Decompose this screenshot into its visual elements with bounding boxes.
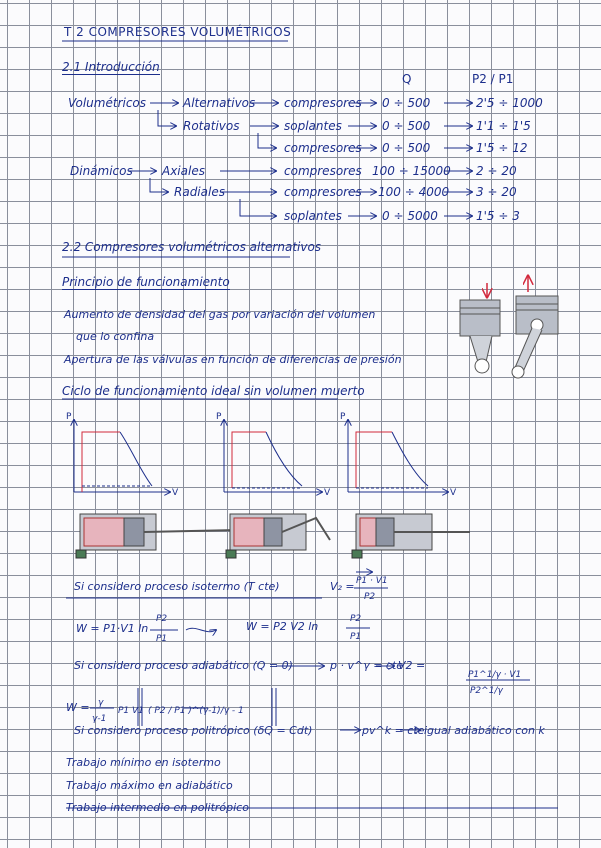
pv-diagram-2 (224, 420, 322, 492)
row-3-type: compresores (284, 141, 362, 155)
row-2-type: soplantes (284, 119, 342, 133)
piston-illustration-left (460, 283, 500, 373)
section-alternative-compressors: 2.2 Compresores volumétricos alternativos (62, 240, 322, 254)
label-radiales: Radiales (174, 185, 225, 199)
row-1-type: compresores (284, 96, 362, 110)
isothermal-work-2: W = P2 V2 ln (246, 620, 319, 633)
isothermal-v2-den: P2 (364, 592, 376, 602)
isothermal-v2-label: V₂ = (330, 580, 355, 593)
row-4-ratio: 2 ÷ 20 (476, 164, 517, 178)
pv2-p-label: P (216, 412, 222, 422)
cylinder-mechanism-2 (226, 514, 330, 558)
pv3-v-label: V (450, 488, 457, 498)
row-6-q: 0 ÷ 5000 (382, 209, 438, 223)
isothermal-v2-num: P1 · V1 (356, 576, 388, 586)
work-isothermal: Trabajo mínimo en isotermo (66, 756, 221, 769)
cylinder-mechanism-3 (352, 514, 470, 558)
adiabatic-work-gamma: γ (98, 698, 104, 708)
header-pressure-ratio: P2 / P1 (472, 72, 514, 86)
isothermal-text: Si considero proceso isotermo (T cte) (74, 580, 280, 593)
pv1-p-label: P (66, 412, 72, 422)
adiabatic-work-bracket: ( P2 / P1 )^(γ-1)/γ - 1 (148, 706, 244, 716)
isothermal-work-2-den: P1 (350, 632, 362, 642)
adiabatic-eq: p · v^γ = cte (330, 659, 404, 672)
row-5-ratio: 3 ÷ 20 (476, 185, 517, 199)
adiabatic-text: Si considero proceso adiabático (Q = 0) (74, 659, 293, 672)
pv2-v-label: V (324, 488, 331, 498)
isothermal-work-2-num: P2 (350, 614, 362, 624)
pv-diagram-3 (348, 420, 448, 492)
pv3-p-label: P (340, 412, 346, 422)
work-adiabatic: Trabajo máximo en adiabático (66, 779, 233, 792)
row-6-type: soplantes (284, 209, 342, 223)
row-5-type: compresores (284, 185, 362, 199)
row-2-ratio: 1'1 ÷ 1'5 (476, 119, 531, 133)
polytropic-text: Si considero proceso politrópico (δQ = Cdt) (74, 724, 313, 737)
polytropic-result: igual adiabático con k (424, 724, 545, 737)
page-title: T 2 COMPRESORES VOLUMÉTRICOS (64, 25, 292, 39)
row-3-ratio: 1'5 ÷ 12 (476, 141, 528, 155)
section-introduction: 2.1 Introducción (62, 60, 160, 74)
label-volumetricos: Volumétricos (68, 96, 147, 110)
row-1-ratio: 2'5 ÷ 1000 (476, 96, 543, 110)
isothermal-work-1-den: P1 (156, 634, 168, 644)
polytropic-eq: pv^k = cte (362, 724, 425, 737)
bullet-1: Aumento de densidad del gas por variación del volumen (64, 308, 376, 321)
adiabatic-v2-den: P2^1/γ (470, 686, 503, 696)
work-polytropic: Trabajo intermedio en politrópico (66, 801, 249, 814)
header-q: Q (402, 72, 412, 86)
label-axiales: Axiales (162, 164, 205, 178)
adiabatic-work-p1v1: P1 V1 (118, 706, 144, 716)
cycle-heading: Ciclo de funcionamiento ideal sin volumen muerto (62, 384, 365, 398)
bullet-1-continued: que lo confina (76, 330, 155, 343)
row-1-q: 0 ÷ 500 (382, 96, 431, 110)
isothermal-work-1-num: P2 (156, 614, 168, 624)
row-3-q: 0 ÷ 500 (382, 141, 431, 155)
pv1-v-label: V (172, 488, 179, 498)
adiabatic-v2-num: P1^1/γ · V1 (468, 670, 522, 680)
row-5-q: 100 ÷ 4000 (378, 185, 450, 199)
adiabatic-v2-label: V2 = (398, 659, 426, 672)
row-6-ratio: 1'5 ÷ 3 (476, 209, 520, 223)
adiabatic-work-gamma-minus-1: γ-1 (92, 714, 107, 724)
label-rotativos: Rotativos (183, 119, 240, 133)
cylinder-mechanism-1 (76, 514, 238, 558)
label-alternativos: Alternativos (183, 96, 256, 110)
bullet-2: Apertura de las válvulas en función de diferencias de presión (64, 353, 402, 366)
adiabatic-work-label: W = (66, 701, 90, 714)
row-4-q: 100 ÷ 15000 (372, 164, 451, 178)
piston-illustration-right (512, 276, 558, 378)
row-2-q: 0 ÷ 500 (382, 119, 431, 133)
isothermal-work-1: W = P1·V1 ln (76, 622, 149, 635)
row-4-type: compresores (284, 164, 362, 178)
label-dinamicos: Dinámicos (70, 164, 133, 178)
subsection-operating-principle: Principio de funcionamiento (62, 275, 230, 289)
pv-diagram-1 (74, 420, 170, 492)
